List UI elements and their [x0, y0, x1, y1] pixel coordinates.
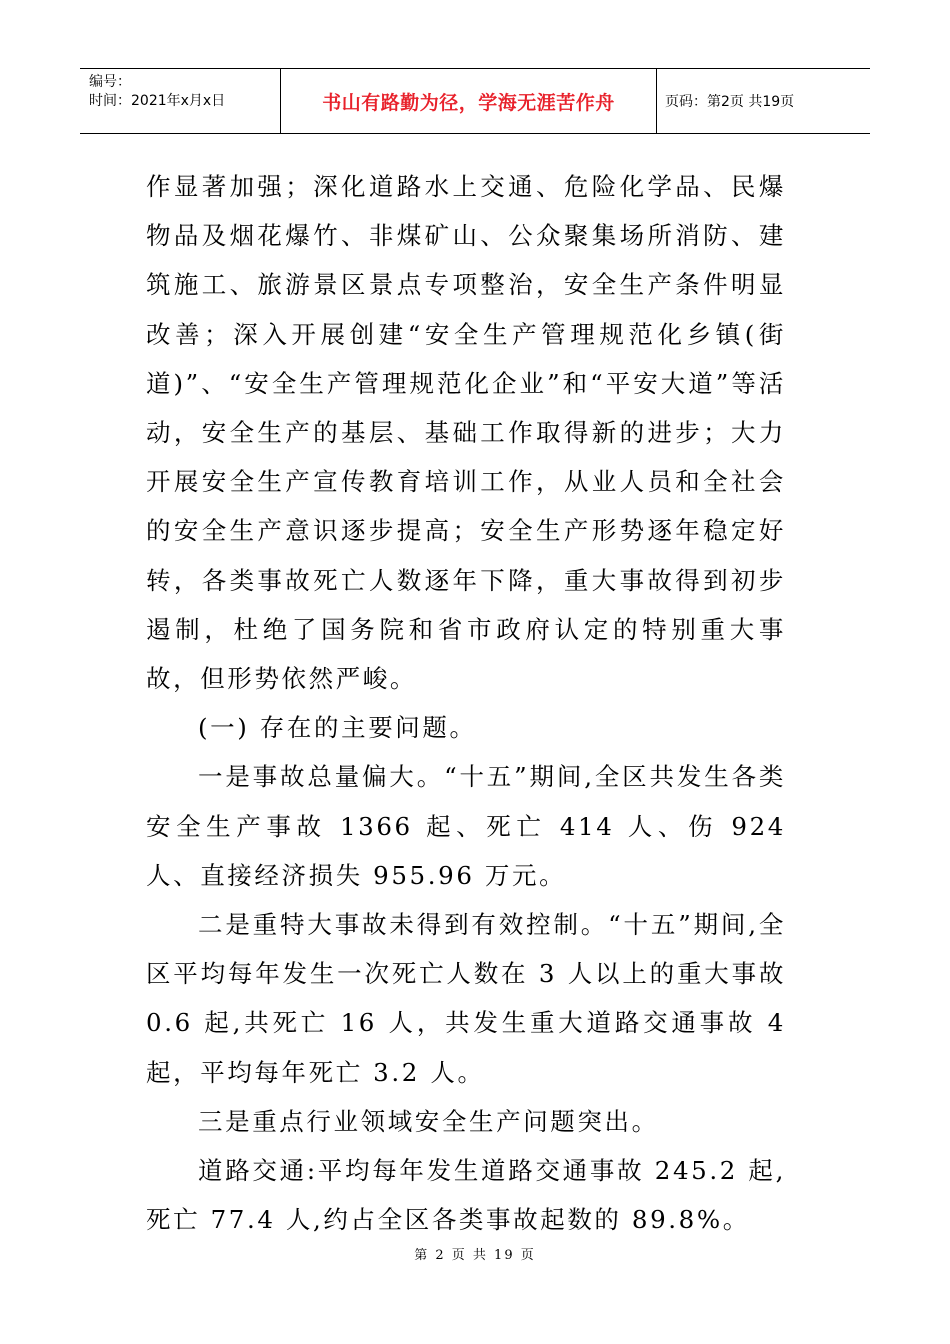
paragraph-problem-one: 一是事故总量偏大。“十五”期间,全区共发生各类安全生产事故 1366 起、死亡 414 人、伤 924 人、直接经济损失 955.96 万元。: [146, 762, 786, 890]
document-time-label: 时间：2021年x月x日: [89, 93, 226, 109]
paragraph-continuation: 作显著加强；深化道路水上交通、危险化学品、民爆物品及烟花爆竹、非煤矿山、公众聚集场所消防、建筑施工、旅游景区景点专项整治，安全生产条件明显改善；深入开展创建“安全生产管理规范化乡镇(街道)”、“安全生产管理规范化企业”和“平安大道”等活动，安全生产的基层、基础工作取得新的进步；大力开展安全生产宣传教育培训工作，从业人员和全社会的安全生产意识逐步提高；安全生产形势逐年稳定好转，各类事故死亡人数逐年下降，重大事故得到初步遏制，杜绝了国务院和省市政府认定的特别重大事故，但形势依然严峻。: [146, 172, 786, 694]
document-number-label: 编号：: [89, 74, 131, 90]
header-page-info: 页码：第2页 共19页: [665, 94, 795, 110]
section-heading-main-problems: (一) 存在的主要问题。: [198, 713, 477, 743]
paragraph-road-traffic: 道路交通:平均每年发生道路交通事故 245.2 起,死亡 77.4 人,约占全区各类事故起数的 89.8%。: [146, 1156, 786, 1235]
document-body: [146, 162, 786, 1244]
page-footer: 第 2 页 共 19 页: [414, 1248, 536, 1263]
header-meta: [80, 69, 281, 133]
paragraph-problem-two: 二是重特大事故未得到有效控制。“十五”期间,全区平均每年发生一次死亡人数在 3 人以上的重大事故 0.6 起,共死亡 16 人，共发生重大道路交通事故 4 起，平均每年死亡 3.2 人。: [146, 910, 786, 1087]
page-header: [80, 68, 870, 134]
header-motto: 书山有路勤为径，学海无涯苦作舟: [281, 69, 657, 133]
paragraph-problem-three: 三是重点行业领域安全生产问题突出。: [198, 1106, 659, 1136]
